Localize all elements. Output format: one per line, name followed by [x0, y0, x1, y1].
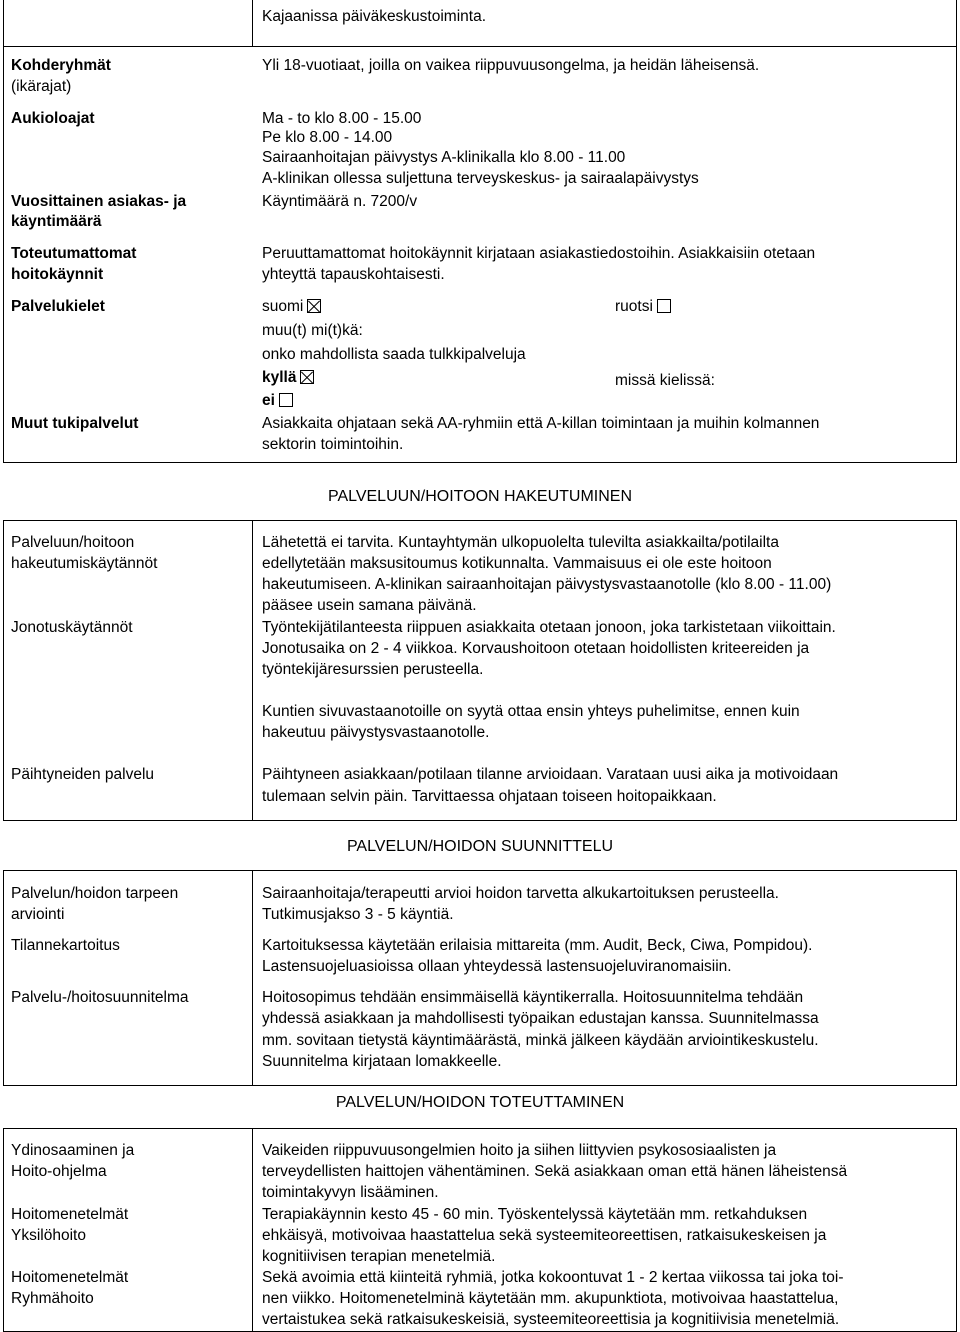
paihtyneet-label: Päihtyneiden palvelu [11, 766, 155, 783]
yksilohoito-label: Yksilöhoito [11, 1227, 86, 1244]
toteutumattomat-label-2: hoitokäynnit [11, 266, 104, 283]
missa-kielissa-label: missä kielissä: [615, 372, 715, 389]
ydinosaaminen-line: Vaikeiden riippuvuusongelmien hoito ja siihen liittyvien psykososiaalisten ja [262, 1142, 777, 1159]
ryhmahoito-line: vertaistukea sekä ratkaisukeskeisiä, systeemiteoreettisia ja kognitiivisia menetelmiä. [262, 1311, 840, 1328]
hakeutuminen-line: hakeutumiseen. A-klinikan sairaanhoitajan päivystysvastaanotolle (klo 8.00 - 11.00) [262, 576, 832, 593]
top-text: Kajaanissa päiväkeskustoiminta. [262, 8, 487, 25]
ydinosaaminen-line: terveydellisten haittojen vähentäminen. Sekä asiakkaan oman että hänen läheistensä [262, 1163, 848, 1180]
kylla-option [262, 367, 314, 388]
toteutumattomat-line: yhteyttä tapauskohtaisesti. [262, 266, 445, 283]
ydinosaaminen-line: toimintakyvyn lisääminen. [262, 1184, 439, 1201]
tarve-line: Tutkimusjakso 3 - 5 käyntiä. [262, 906, 454, 923]
ydinosaaminen-label-2: Hoito-ohjelma [11, 1163, 107, 1180]
jonotus-line: työntekijäresurssien perusteella. [262, 661, 484, 678]
table2-border-top [3, 520, 957, 521]
table2-border-right [956, 520, 957, 821]
table3-col-divider [252, 870, 253, 1086]
aukioloajat-label: Aukioloajat [11, 110, 95, 127]
palvelukielet-label: Palvelukielet [11, 298, 105, 315]
yksilohoito-label-bold: Hoitomenetelmät [11, 1206, 129, 1223]
jonotus-line: hakeutuu päivystysvastaanotolle. [262, 724, 490, 741]
kayntimaara-label: Vuosittainen asiakas- ja [11, 193, 187, 210]
ei-option [262, 390, 293, 411]
kartoitus-label: Tilannekartoitus [11, 937, 120, 954]
table4-border-right [956, 1128, 957, 1332]
table4-border-left [3, 1128, 4, 1332]
table3-border-top [3, 870, 957, 871]
table4-col-divider [252, 1128, 253, 1332]
ryhmahoito-line: Sekä avoimia että kiinteitä ryhmiä, jotka kokoontuvat 1 - 2 kertaa viikossa tai joka toi- [262, 1269, 844, 1286]
suunnitelma-line: yhdessä asiakkaan ja mahdollisesti työpaikan edustajan kanssa. Suunnitelmassa [262, 1010, 819, 1027]
section4-heading: PALVELUN/HOIDON TOTEUTTAMINEN [335, 1094, 625, 1111]
yksilohoito-line: Terapiakäynnin kesto 45 - 60 min. Työskentelyssä käytetään mm. retkahduksen [262, 1206, 808, 1223]
tukipalvelut-line: sektorin toimintoihin. [262, 436, 404, 453]
table3-border-bottom [3, 1085, 957, 1086]
table1-border-right [956, 0, 957, 462]
table1-col-divider-top [252, 0, 253, 46]
paihtyneet-line: tulemaan selvin päin. Tarvittaessa ohjataan toiseen hoitopaikkaan. [262, 788, 717, 805]
tarve-label-2: arviointi [11, 906, 65, 923]
suomi-checkbox[interactable] [307, 299, 321, 313]
ruotsi-label: ruotsi [615, 298, 653, 315]
tukipalvelut-label: Muut tukipalvelut [11, 415, 139, 432]
suunnitelma-line: Hoitosopimus tehdään ensimmäisellä käyntikerralla. Hoitosuunnitelma tehdään [262, 989, 804, 1006]
aukioloajat-line: Ma - to klo 8.00 - 15.00 [262, 110, 422, 127]
table4-border-top [3, 1128, 957, 1129]
suomi-label: suomi [262, 298, 304, 315]
ruotsi-checkbox[interactable] [657, 299, 671, 313]
table1-border-bottom [3, 462, 957, 463]
ydinosaaminen-label: Ydinosaaminen ja [11, 1142, 135, 1159]
kohderyhmat-label-sub: (ikärajat) [11, 78, 72, 95]
ryhmahoito-line: nen viikko. Hoitomenetelminä käytetään mm. akupunktiota, motivoivaa haastattelua, [262, 1290, 839, 1307]
aukioloajat-line: Pe klo 8.00 - 14.00 [262, 129, 393, 146]
suunnitelma-label: Palvelu-/hoitosuunnitelma [11, 989, 189, 1006]
table3-border-left [3, 870, 4, 1086]
table2-border-bottom [3, 820, 957, 821]
aukioloajat-line: A-klinikan ollessa suljettuna terveyskeskus- ja sairaalapäivystys [262, 170, 699, 187]
aukioloajat-line: Sairaanhoitajan päivystys A-klinikalla klo 8.00 - 11.00 [262, 149, 626, 166]
ei-checkbox[interactable] [279, 393, 293, 407]
suunnitelma-line: Suunnitelma kirjataan lomakkeelle. [262, 1053, 502, 1070]
toteutumattomat-line: Peruuttamattomat hoitokäynnit kirjataan asiakastiedostoihin. Asiakkaisiin otetaan [262, 245, 816, 262]
yksilohoito-line: kognitiivisen terapian menetelmiä. [262, 1248, 496, 1265]
toteutumattomat-label: Toteutumattomat [11, 245, 137, 262]
kayntimaara-value: Käyntimäärä n. 7200/v [262, 193, 418, 210]
jonotus-line: Työntekijätilanteesta riippuen asiakkaita otetaan jonoon, joka tarkistetaan viikoittain. [262, 619, 836, 636]
kartoitus-line: Lastensuojeluasioissa ollaan yhteydessä lastensuojeluviranomaisiin. [262, 958, 732, 975]
hakeutuminen-line: pääsee usein samana päivänä. [262, 597, 477, 614]
hakeutuminen-line: edellytetään maksusitoumus kotikunnalta. Vammaisuus ei ole este hoitoon [262, 555, 772, 572]
yksilohoito-line: ehkäisyä, motivoivaa haastattelua sekä systeemiteoreettisen, ratkaisukeskeisen ja [262, 1227, 827, 1244]
muut-kielet-label: muu(t) mi(t)kä: [262, 322, 363, 339]
kylla-label: kyllä [262, 369, 297, 386]
hakeutuminen-label-2: hakeutumiskäytännöt [11, 555, 158, 572]
table2-border-left [3, 520, 4, 821]
kohderyhmat-value: Yli 18-vuotiaat, joilla on vaikea riippuvuusongelma, ja heidän läheisensä. [262, 57, 760, 74]
paihtyneet-line: Päihtyneen asiakkaan/potilaan tilanne arvioidaan. Varataan uusi aika ja motivoidaan [262, 766, 839, 783]
section2-heading: PALVELUUN/HOITOON HAKEUTUMINEN [327, 488, 633, 505]
jonotus-line: Jonotusaika on 2 - 4 viikkoa. Korvaushoitoon otetaan hoidollisten kriteereiden ja [262, 640, 810, 657]
kylla-checkbox[interactable] [300, 370, 314, 384]
kohderyhmat-label: Kohderyhmät [11, 57, 111, 74]
table3-border-right [956, 870, 957, 1086]
suunnitelma-line: mm. sovitaan tietystä käyntimäärästä, minkä jälkeen käydään arviointikeskustelu. [262, 1032, 819, 1049]
section3-heading: PALVELUN/HOIDON SUUNNITTELU [346, 838, 614, 855]
ryhmahoito-label: Ryhmähoito [11, 1290, 94, 1307]
jonotus-line: Kuntien sivuvastaanotoille on syytä ottaa ensin yhteys puhelimitse, ennen kuin [262, 703, 800, 720]
tarve-label: Palvelun/hoidon tarpeen [11, 885, 179, 902]
table1-row-line [3, 46, 957, 47]
kayntimaara-label-2: käyntimäärä [11, 213, 102, 230]
ruotsi-option [615, 296, 671, 317]
hakeutuminen-label: Palveluun/hoitoon [11, 534, 135, 551]
tulkki-question: onko mahdollista saada tulkkipalveluja [262, 346, 526, 363]
hakeutuminen-line: Lähetettä ei tarvita. Kuntayhtymän ulkopuolelta tulevilta asiakkailta/potilailta [262, 534, 779, 551]
tarve-line: Sairaanhoitaja/terapeutti arvioi hoidon tarvetta alkukartoituksen perusteella. [262, 885, 779, 902]
tukipalvelut-line: Asiakkaita ohjataan sekä AA-ryhmiin että A-killan toimintaan ja muihin kolmannen [262, 415, 820, 432]
jonotus-label: Jonotuskäytännöt [11, 619, 133, 636]
table1-border-left [3, 0, 4, 462]
table2-col-divider [252, 520, 253, 821]
suomi-option [262, 296, 321, 317]
ryhmahoito-label-bold: Hoitomenetelmät [11, 1269, 129, 1286]
kartoitus-line: Kartoituksessa käytetään erilaisia mittareita (mm. Audit, Beck, Ciwa, Pompidou). [262, 937, 813, 954]
ei-label: ei [262, 392, 275, 409]
